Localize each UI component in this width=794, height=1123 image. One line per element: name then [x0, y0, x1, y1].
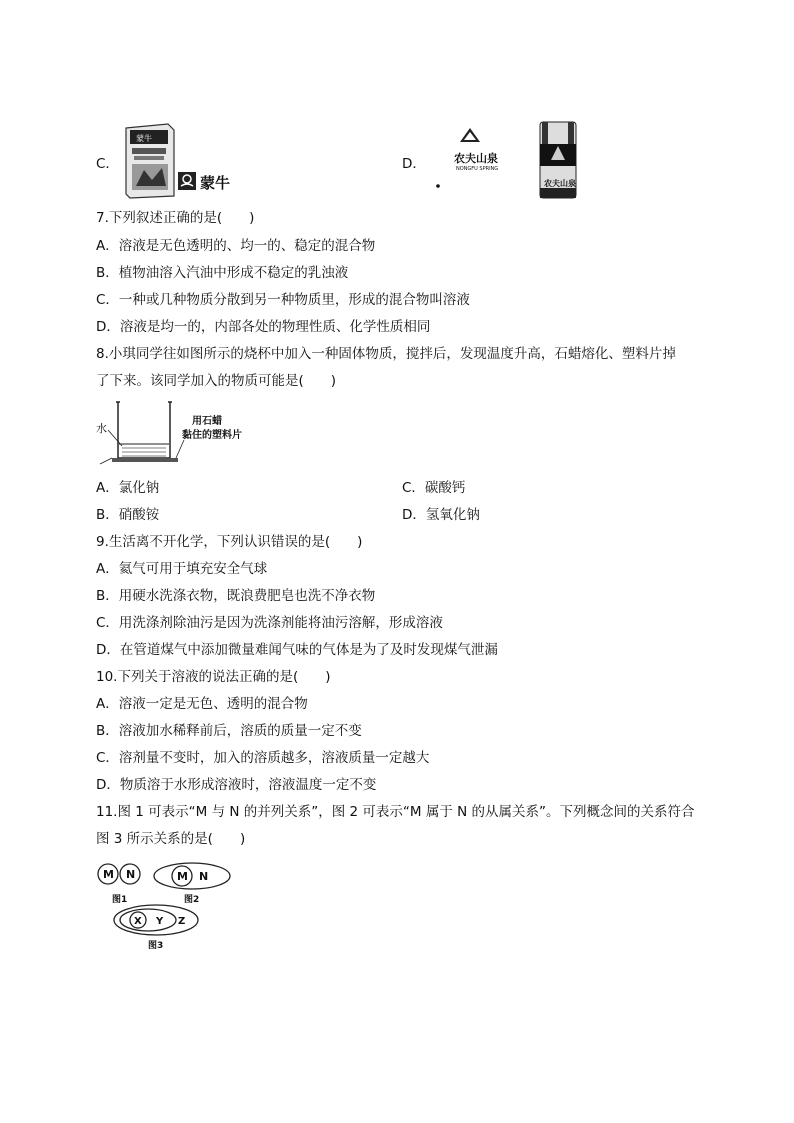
q8-option-b: B．硝酸铵 — [96, 507, 160, 523]
q10-option-d: D．物质溶于水形成溶液时，溶液温度一定不变 — [96, 777, 377, 793]
q8-option-a: A．氯化钠 — [96, 480, 160, 496]
q11-fig3-x: X — [134, 916, 142, 927]
q7-stem: 7.下列叙述正确的是( ) — [96, 210, 255, 226]
q6-option-c-label: C． — [96, 156, 119, 172]
q6-option-c-image — [122, 120, 242, 200]
q8-fig-label-line1: 用石蜡 — [192, 416, 222, 427]
q10-stem: 10.下列关于溶液的说法正确的是( ) — [96, 669, 331, 685]
q11-fig3-caption: 图3 — [148, 941, 164, 951]
q8-beaker-figure — [96, 398, 256, 468]
q11-fig1-caption: 图1 — [112, 895, 128, 905]
q11-fig2-n: N — [199, 870, 209, 883]
q10-option-a: A．溶液一定是无色、透明的混合物 — [96, 696, 308, 712]
q8-fig-label-line2: 黏住的塑料片 — [182, 430, 242, 441]
q6-c-brand-text: 蒙牛 — [200, 174, 231, 192]
q11-figure-1 — [98, 864, 140, 905]
q11-venn-figures — [96, 856, 256, 956]
q11-fig1-n: N — [126, 868, 136, 881]
q7-option-c: C．一种或几种物质分散到另一种物质里，形成的混合物叫溶液 — [96, 292, 470, 308]
q6-d-bottle-text: 农夫山泉 — [544, 179, 576, 188]
q6-c-box-brand: 蒙牛 — [136, 134, 152, 143]
q9-option-b: B．用硬水洗涤衣物，既浪费肥皂也洗不净衣物 — [96, 588, 376, 604]
q9-option-a: A．氦气可用于填充安全气球 — [96, 561, 268, 577]
q11-fig2-m: M — [177, 870, 188, 883]
q8-stem-line1: 8.小琪同学往如图所示的烧杯中加入一种固体物质，搅拌后，发现温度升高，石蜡熔化、塑料片掉 — [96, 346, 676, 362]
q9-option-d: D．在管道煤气中添加微量难闻气味的气体是为了及时发现煤气泄漏 — [96, 642, 498, 658]
q9-option-c: C．用洗涤剂除油污是因为洗涤剂能将油污溶解，形成溶液 — [96, 615, 443, 631]
q11-fig3-y: Y — [156, 916, 164, 927]
q6-option-d-label: D． — [402, 156, 426, 172]
q9-stem: 9.生活离不开化学，下列认识错误的是( ) — [96, 534, 363, 550]
q11-stem-line1: 11.图 1 可表示“M 与 N 的并列关系”，图 2 可表示“M 属于 N 的从属关系”。下列概念间的关系符合 — [96, 804, 695, 820]
q10-option-b: B．溶液加水稀释前后，溶质的质量一定不变 — [96, 723, 362, 739]
q11-fig3-z: Z — [178, 916, 186, 927]
q10-option-c: C．溶剂量不变时，加入的溶质越多，溶液质量一定越大 — [96, 750, 430, 766]
q8-option-c: C．碳酸钙 — [402, 480, 466, 496]
q7-option-d: D．溶液是均一的，内部各处的物理性质、化学性质相同 — [96, 319, 431, 335]
q7-option-b: B．植物油溶入汽油中形成不稳定的乳浊液 — [96, 265, 349, 281]
q8-option-d: D．氢氧化钠 — [402, 507, 480, 523]
q11-figure-2 — [154, 863, 230, 905]
q11-stem-line2: 图 3 所示关系的是( ) — [96, 831, 246, 847]
q11-fig1-m: M — [103, 868, 114, 881]
q11-figure-3 — [114, 905, 198, 951]
q8-fig-water-label: 水 — [96, 422, 107, 435]
q8-stem-line2: 了下来。该同学加入的物质可能是( ) — [96, 373, 337, 389]
q7-option-a: A．溶液是无色透明的、均一的、稳定的混合物 — [96, 238, 376, 254]
q11-fig2-caption: 图2 — [184, 895, 200, 905]
q6-d-logo-sub: NONGFU SPRING — [456, 166, 499, 172]
q6-d-logo-text: 农夫山泉 — [454, 152, 498, 165]
q6-option-d-image — [430, 118, 590, 202]
